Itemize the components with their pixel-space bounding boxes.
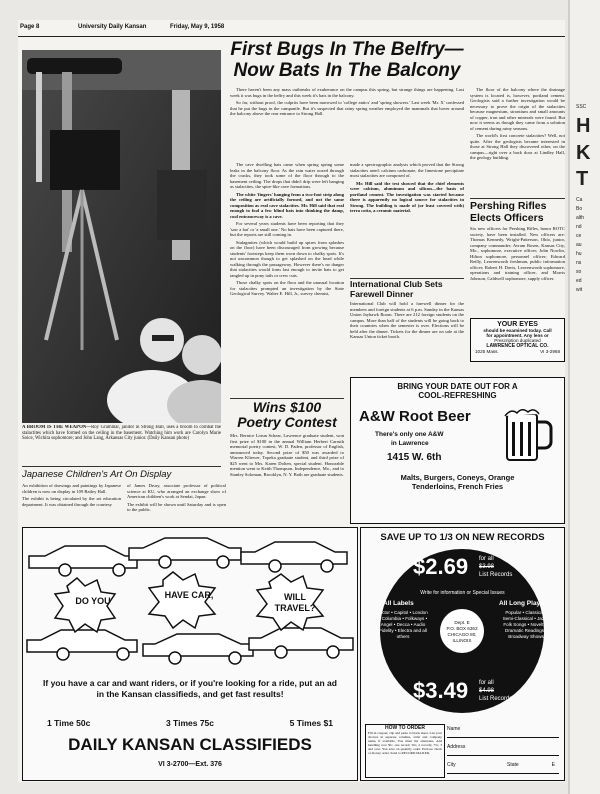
- bugs-column-1: [230, 162, 344, 398]
- edge-fragment: au: [576, 242, 582, 248]
- price-1: $2.69: [413, 554, 469, 579]
- paper-name: University Daily Kansan: [78, 24, 147, 30]
- aw-brand: A&W Root Beer: [359, 408, 471, 425]
- children-art-text-d: The exhibit will be shown until Saturday and is open to the public.: [127, 501, 226, 512]
- dept-mark: E: [551, 762, 555, 768]
- edge-fragment: nd: [576, 224, 582, 230]
- edge-fragment: SSC: [576, 104, 587, 110]
- adjacent-page-edge: [568, 0, 600, 794]
- poetry-text: Mrs. Bernice Lorun Schear, Lawrence graduate student, won first prize of $100 in the annual William Herbert Carruth memorial poetry contest, W. D. Paden, professor of English, announced today. Second prize of $50 was awarded to Warren Kliewer, Topeka graduate student, and third prize of $25 went to Mrs. Karen Dolten, special student. Honorable mention went to Keith Thompson, Independence, Mo., and to Stanley Soloman, Brooklyn, N. Y. Both are graduate students.: [230, 433, 344, 477]
- optical-eyes: YOUR EYES: [497, 321, 538, 328]
- edge-fragment: ns: [576, 260, 582, 266]
- caption-text: Roy Grammar, janitor in Strong Hall, uses a broom to combat the stalactites which have formed on the ceiling in the basement. Watching him work are Carolyn Marie Soice, Wichita sophomore; and John Lang, Arkansas City junior. (Daily Kansan photo): [22, 425, 221, 442]
- mailer-city: CHICAGO 80,: [447, 632, 477, 637]
- edge-fragment: wit: [576, 287, 583, 293]
- bugs-column-2: [350, 162, 464, 276]
- mailer-box: P.O. BOX 6363: [446, 626, 478, 631]
- rate-5: 5 Times $1: [289, 718, 333, 728]
- club-headline: International Club Sets Farewell Dinner: [350, 280, 443, 299]
- classifieds-pitch: If you have a car and want riders, or if you're looking for a ride, put an ad in the Kansan classifieds, and get fast results!: [43, 678, 337, 699]
- children-art-text-a: An exhibition of drawings and paintings by Japanese children is now on display in 109 Bailey Hall.: [22, 483, 121, 494]
- bugs-paragraph: For several years students have been reporting that they 'saw a bat' or 'a small one.' No bats have been captured there, but the reports are still coming in.: [230, 221, 344, 237]
- children-art-text-c: of James Drury, associate professor of political science at KU, who arranged an exchange show of American children's work at Sendai, Japan.: [127, 483, 226, 499]
- bugs-paragraph: The white 'fingers' hanging from a two-foot strip along the ceiling are artificially formed, and not the same composition as real cave stalactites. Mr. Hill said that real enough to fool a few blind bats into thinking the damp, cool entranceway is a cave.: [230, 191, 344, 219]
- bugs-headline-line1: First Bugs In The Belfry—: [230, 39, 464, 60]
- poetry-headline-line1: Wins $100: [252, 400, 322, 415]
- order-coupon: [447, 726, 559, 774]
- price-1-label: List Records: [479, 572, 513, 578]
- aw-menu1: Malts, Burgers, Coneys, Orange: [400, 473, 515, 482]
- aw-line1: BRING YOUR DATE OUT FOR A: [397, 382, 518, 391]
- coupon-name-field[interactable]: [447, 726, 559, 738]
- genres-list: Popular • Classical • Semi-Classical • Jazz • Folk Songs • Novelty • Dramatic Readings • Broadway Shows: [502, 610, 550, 639]
- optical-ad: [470, 318, 565, 362]
- page-header: [18, 20, 565, 37]
- poetry-headline-line2: Poetry Contest: [237, 414, 337, 430]
- page-number: Page 8: [20, 24, 40, 30]
- pershing-headline: Pershing Rifles Elects Officers: [470, 200, 547, 224]
- bugs-headline-line2: Now Bats In The Balcony: [233, 60, 461, 81]
- mailer-dept: Dept. E: [454, 620, 470, 625]
- children-art-headline: Japanese Children's Art On Display: [22, 469, 172, 480]
- divider: [350, 278, 464, 279]
- edge-fragment: Bo: [576, 206, 583, 212]
- price-1-for: for all: [479, 556, 494, 562]
- bugs-paragraph: made a spectrographic analysis which proved that the Strong stalactites aren't calcium carbonate, the limestone precipitate most stalactites are composed of.: [350, 162, 464, 178]
- children-art-text-b: The exhibit is being circulated by the art education department. It was obtained through the courtesy: [22, 496, 121, 507]
- price-2-for: for all: [479, 680, 494, 686]
- divider: [22, 466, 221, 467]
- labels-list: Victor • Capitol • London • Columbia • Folkways • Angel • Decca • Audio Fidelity • Electra and all others: [378, 610, 428, 639]
- optical-line3: Prescription duplicated: [494, 338, 541, 343]
- bugs-headline: [228, 39, 466, 85]
- photo-broom-janitor: [22, 50, 221, 423]
- price-2-label: List Records: [479, 696, 513, 702]
- edge-fragment: ce: [576, 233, 582, 239]
- aw-menu2: Tenderloins, French Fries: [411, 482, 504, 491]
- bugs-paragraph: Mr. Hill said the test showed that the chief elements were calcium, aluminum and silicon—the basis of portland cement. The investigation was started because there is apparently no logical source for stalactites in Strong. The building is made of (or least covered with) terra cotta, a ceramic material.: [350, 180, 464, 213]
- photo-caption: [22, 425, 221, 465]
- bugs-paragraph: Stalagmites (which would build up spires from splashes on the floor) have been discouraged from growing because students' footsteps keep them worn down to chalky spots. It's not uncommon though to get splashed on the head while walking through the passageway. However there's no danger that stalactites would form fast enough to invite bats to get tangled up in pony tails or crew cuts.: [230, 239, 344, 278]
- aw-in: in Lawrence: [391, 440, 429, 447]
- children-art-article: [22, 469, 227, 525]
- pershing-article: [470, 200, 565, 316]
- issue-date: Friday, May 9, 1958: [170, 24, 225, 30]
- all-labels: All Labels: [383, 600, 414, 607]
- order-text: Fill in coupon; clip and paste to black sheet. List your choices in separate columns, artist and company name, if available. You must list alternates. Add handling cost 30c, one record; 50c, 2 records; 75c, 3 and over. You save on quantity order. Enclose check or money order. Send to RECORD MAILER.: [368, 731, 442, 755]
- edge-fragment: hu: [576, 251, 582, 257]
- price-2-list: $4.98: [479, 688, 495, 694]
- edge-fragment: so: [576, 269, 582, 275]
- classifieds-title: DAILY KANSAN CLASSIFIEDS: [68, 735, 312, 754]
- bugs-lead: [230, 87, 464, 165]
- edge-fragment: alth: [576, 215, 585, 221]
- bugs-paragraph: The floor of the balcony where the drainage system is located is, however, portland cement. Geologists said a further investigation would be necessary to prove the origin of the stalactites because magnesium, strontium and small amounts of copper, iron and other minerals were found. But now it seems as though they came from a solution of cement during rainy seasons.: [470, 87, 565, 131]
- state-label: State: [507, 762, 519, 768]
- mailer-top: RECORD MAILER: [442, 602, 482, 607]
- record-mailer-ad: [360, 527, 565, 781]
- aw-root-beer-ad: [350, 377, 565, 524]
- records-write: Write for information or Special Issues: [420, 590, 505, 596]
- bugs-paragraph: The world's first concrete stalactites? Well, not quite. After the geologists became interested in those at Strong Hall they discovered other, on the campus—right over a back door at Lindley Hall, the geology building.: [470, 133, 565, 160]
- records-headline: SAVE UP TO 1/3 ON NEW RECORDS: [380, 532, 545, 543]
- price-2: $3.49: [413, 678, 469, 703]
- classifieds-ad: [22, 527, 358, 781]
- root-beer-mug-icon: [501, 406, 553, 464]
- city-label: City: [447, 762, 456, 768]
- all-long-plays: All Long Plays: [499, 600, 544, 607]
- bubble-do-you: DO YOU: [75, 596, 111, 606]
- optical-address: 1025 Mass.: [475, 349, 499, 354]
- classifieds-phone: VI 3-2700—Ext. 376: [158, 761, 222, 768]
- pershing-text: Six new officers for Pershing Rifles, honor ROTC society, have been installed. New officers are: Thomas Kennedy, Wright-Patterson, Ohio, junior, company commander; Avram Rosen, Kansas City, Mo., sophomore, executive officer; John Nowlin, Hilton sophomore, personnel officer; Edward Reilly, Leavenworth freshman, public information officer; Robert H. Davis, Leavenworth sophomore, operations and training officer, and Morris Johnson, Caldwell sophomore, supply officer.: [470, 226, 565, 281]
- edge-fragment: ed: [576, 278, 582, 284]
- edge-fragment: Ca: [576, 197, 583, 203]
- mailer-state: ILLINOIS: [452, 638, 472, 643]
- caption-lead: A BROOM IS THE WEAPON—: [22, 425, 92, 430]
- edge-letter: K: [576, 142, 591, 164]
- edge-letter: H: [576, 115, 591, 137]
- divider: [230, 398, 344, 399]
- coupon-address-field[interactable]: [447, 744, 559, 756]
- bubble-will-travel: WILL TRAVEL?: [274, 592, 316, 613]
- bugs-column-3: [470, 87, 565, 197]
- optical-line1: should be examined today. Call: [483, 328, 552, 333]
- bugs-paragraph: The cave dwelling bats came when spring spring some leaks in the balcony floor. As the rain water oozed through the cracks, they took some of the floor through to the basement ceiling. The drops that didn't drip were left hanging as stalactites, the spire-like cave formations.: [230, 162, 344, 189]
- rate-1: 1 Time 50c: [47, 718, 91, 728]
- photo-illustration: [22, 50, 221, 423]
- divider: [470, 198, 565, 199]
- bugs-paragraph: Those chalky spots on the floor and the unusual location for stalactites prompted an investigation by the State Geological Survey. Walter E. Hill, Jr., survey chemist,: [230, 280, 344, 296]
- how-to-order-box: [365, 724, 445, 778]
- aw-only: There's only one A&W: [375, 431, 444, 438]
- name-label: Name: [447, 726, 461, 732]
- newspaper-page: [18, 20, 565, 782]
- bubble-have-car: HAVE CAR,: [164, 590, 214, 600]
- club-article: [350, 280, 464, 378]
- bugs-paragraph: There haven't been any mass outbreaks of exuberance on the campus this spring, but strange things are happening. Last week it was bugs in the belfry and this week it's bats in the balcony.: [230, 87, 464, 98]
- club-text: International Club will hold a farewell dinner for the members and foreign students at 6 p.m. Sunday in the Kansas Union Jayhawk Room. There are 212 foreign students on the campus. More than half of the students will be going back to their countries when the semester is over. Elections will be held after the dinner. Tickets for the dinner are on sale at the Kansas Union ticket booth.: [350, 301, 464, 339]
- rate-3: 3 Times 75c: [165, 718, 215, 728]
- aw-line2: COOL-REFRESHING: [418, 391, 497, 400]
- optical-phone: VI 3-2968: [540, 349, 560, 354]
- coupon-city-field[interactable]: [447, 762, 559, 774]
- optical-name: LAWRENCE OPTICAL CO.: [486, 343, 549, 349]
- order-title: HOW TO ORDER: [385, 725, 425, 731]
- bugs-paragraph: So far, without proof, the culprits have been narrowed to 'college antics' and 'spring showers.' Last week 'Mr. X' confessed that he put the bugs in the campanile. But it's suspected that rainy spring weather employed the mammals that hover around the balcony above the rear entrance to Strong Hall.: [230, 100, 464, 116]
- edge-letter: T: [576, 168, 589, 190]
- optical-line2: for appointment. Any lens or: [486, 333, 549, 338]
- price-1-list: $3.98: [479, 564, 495, 570]
- address-label: Address: [447, 744, 466, 750]
- aw-address: 1415 W. 6th: [387, 452, 442, 463]
- poetry-article: [230, 400, 344, 522]
